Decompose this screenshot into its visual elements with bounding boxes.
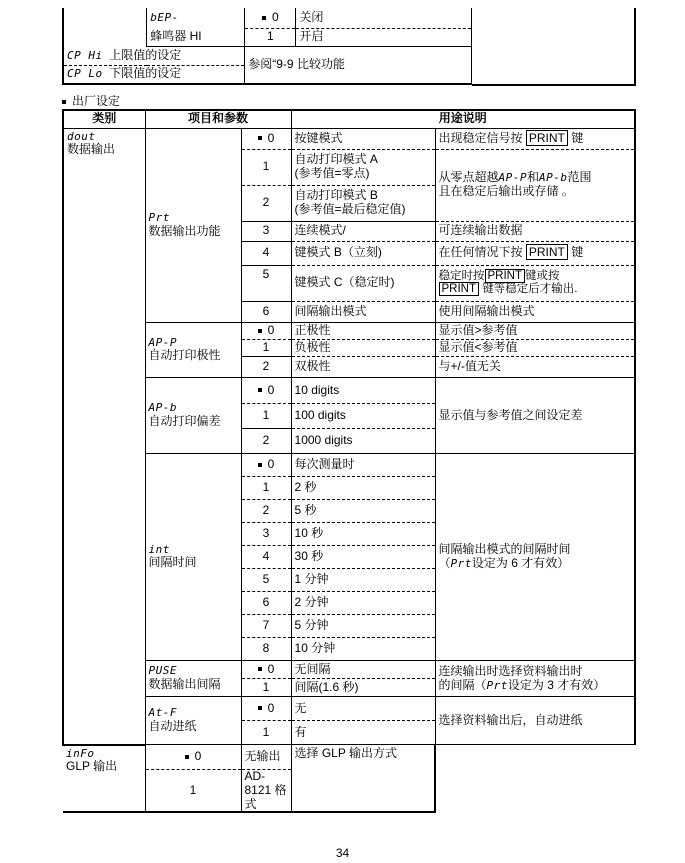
puse-opt-1: 1 bbox=[241, 679, 291, 697]
int-opt-5-desc: 1 分钟 bbox=[291, 569, 435, 592]
prt-code: Prt bbox=[148, 211, 170, 225]
blank-cell bbox=[63, 8, 147, 46]
prt-opt-6: 6 bbox=[241, 301, 291, 322]
info-label: GLP 输出 bbox=[66, 759, 118, 774]
header-usage: 用途说明 bbox=[291, 110, 635, 128]
top-settings-table bbox=[62, 8, 472, 85]
apb-usage: 显示值与参考值之间设定差 bbox=[435, 378, 635, 454]
puse-cell bbox=[145, 661, 241, 697]
bep-opt-0: 0 bbox=[245, 8, 296, 28]
apb-opt-2: 2 bbox=[241, 429, 291, 454]
int-opt-7-desc: 5 分钟 bbox=[291, 615, 435, 638]
page-number: 34 bbox=[335, 846, 350, 860]
prt-opt-0-usage: 出现稳定信号按 PRINT 键 bbox=[435, 128, 635, 149]
category-code: dout bbox=[67, 129, 96, 143]
prt-opt-4-desc: 键模式 B（立刻) bbox=[291, 241, 435, 265]
int-opt-8: 8 bbox=[241, 638, 291, 661]
prt-opt-4: 4 bbox=[241, 241, 291, 265]
prt-opt-4-usage: 在任何情况下按 PRINT 键 bbox=[435, 241, 635, 265]
app-code: AP-P bbox=[148, 335, 177, 349]
info-usage: 选择 GLP 输出方式 bbox=[291, 745, 435, 813]
prt-opt-3: 3 bbox=[241, 221, 291, 241]
app-opt-2-usage: 与+/-值无关 bbox=[435, 357, 635, 378]
info-opt-0-desc: 无输出 bbox=[241, 745, 291, 770]
prt-opt-1-desc: 自动打印模式 A (参考值=零点) bbox=[291, 149, 435, 185]
category-cell bbox=[63, 128, 145, 745]
puse-opt-0-desc: 无间隔 bbox=[291, 661, 435, 679]
int-opt-1-desc: 2 秒 bbox=[291, 477, 435, 500]
apb-cell bbox=[145, 378, 241, 454]
atf-opt-0: 0 bbox=[241, 697, 291, 721]
prt-auto-usage: 从零点超越AP-P和AP-b范围 且在稳定后输出或存储 。 bbox=[435, 149, 635, 221]
app-opt-0-desc: 正极性 bbox=[291, 323, 435, 340]
section-title: 出厂设定 bbox=[62, 92, 120, 109]
prt-opt-5-desc: 键模式 C（稳定时) bbox=[291, 265, 435, 301]
prt-cell bbox=[145, 128, 241, 323]
prt-opt-0: 0 bbox=[241, 128, 291, 149]
app-opt-0-usage: 显示值>参考值 bbox=[435, 323, 635, 340]
app-opt-2-desc: 双极性 bbox=[291, 357, 435, 378]
int-opt-7: 7 bbox=[241, 615, 291, 638]
bep-opt-1-desc: 开启 bbox=[296, 28, 472, 46]
puse-usage: 连续输出时选择资料输出时 的间隔（Prt设定为 3 才有效） bbox=[435, 661, 635, 697]
int-opt-6-desc: 2 分钟 bbox=[291, 592, 435, 615]
puse-code: PUSE bbox=[148, 664, 177, 678]
int-opt-2-desc: 5 秒 bbox=[291, 500, 435, 523]
prt-opt-6-usage: 使用间隔输出模式 bbox=[435, 301, 635, 322]
app-cell bbox=[145, 323, 241, 378]
factory-settings-table bbox=[62, 109, 636, 813]
prt-opt-5-usage: 稳定时按 PRINT 键或按 PRINT 键等稳定后才输出. bbox=[435, 265, 635, 301]
app-opt-1-usage: 显示值<参考值 bbox=[435, 340, 635, 357]
prt-opt-3-usage: 可连续输出数据 bbox=[435, 221, 635, 241]
atf-label: 自动进纸 bbox=[148, 718, 197, 733]
apb-opt-2-desc: 1000 digits bbox=[291, 429, 435, 454]
prt-opt-2: 2 bbox=[241, 185, 291, 221]
app-opt-1-desc: 负极性 bbox=[291, 340, 435, 357]
print-key-label: PRINT bbox=[526, 130, 568, 146]
app-opt-0: 0 bbox=[241, 323, 291, 340]
int-opt-3-desc: 10 秒 bbox=[291, 523, 435, 546]
int-label: 间隔时间 bbox=[148, 555, 197, 570]
puse-opt-0: 0 bbox=[241, 661, 291, 679]
atf-cell bbox=[145, 697, 241, 745]
bep-label: 蜂鸣器 HI bbox=[147, 28, 245, 46]
prt-opt-1: 1 bbox=[241, 149, 291, 185]
atf-opt-0-desc: 无 bbox=[291, 697, 435, 721]
prt-opt-0-desc: 按键模式 bbox=[291, 128, 435, 149]
int-opt-3: 3 bbox=[241, 523, 291, 546]
atf-code: At-F bbox=[148, 706, 177, 720]
int-opt-0-desc: 每次测量时 bbox=[291, 454, 435, 477]
top-right-blank bbox=[472, 8, 636, 86]
prt-opt-6-desc: 间隔输出模式 bbox=[291, 301, 435, 322]
int-opt-4-desc: 30 秒 bbox=[291, 546, 435, 569]
int-opt-4: 4 bbox=[241, 546, 291, 569]
info-opt-1: 1 bbox=[145, 770, 241, 813]
puse-opt-1-desc: 间隔(1.6 秒) bbox=[291, 679, 435, 697]
info-opt-1-desc: AD-8121 格式 bbox=[241, 770, 291, 813]
app-opt-2: 2 bbox=[241, 357, 291, 378]
int-opt-5: 5 bbox=[241, 569, 291, 592]
apb-opt-1-desc: 100 digits bbox=[291, 404, 435, 429]
app-opt-1: 1 bbox=[241, 340, 291, 357]
int-opt-2: 2 bbox=[241, 500, 291, 523]
int-opt-0: 0 bbox=[241, 454, 291, 477]
app-label: 自动打印极性 bbox=[148, 348, 221, 363]
info-cell bbox=[63, 745, 145, 813]
atf-opt-1-desc: 有 bbox=[291, 721, 435, 745]
bep-opt-1: 1 bbox=[245, 28, 296, 46]
int-opt-1: 1 bbox=[241, 477, 291, 500]
bep-code: bEP- bbox=[147, 8, 245, 28]
prt-opt-5: 5 bbox=[241, 265, 291, 301]
puse-label: 数据输出间隔 bbox=[148, 676, 221, 691]
atf-usage: 选择资料输出后，自动进纸 bbox=[435, 697, 635, 745]
header-item: 项目和参数 bbox=[145, 110, 291, 128]
apb-opt-0-desc: 10 digits bbox=[291, 378, 435, 404]
apb-opt-0: 0 bbox=[241, 378, 291, 404]
cp-hi-row: CP Hi 上限值的设定 bbox=[63, 46, 245, 65]
prt-opt-3-desc: 连续模式/ bbox=[291, 221, 435, 241]
prt-label: 数据输出功能 bbox=[148, 223, 221, 238]
int-cell bbox=[145, 454, 241, 661]
atf-opt-1: 1 bbox=[241, 721, 291, 745]
cp-ref: 参阅“9-9 比较功能 bbox=[245, 46, 472, 84]
bep-opt-0-desc: 关闭 bbox=[296, 8, 472, 28]
category-label: 数据输出 bbox=[67, 142, 116, 157]
apb-opt-1: 1 bbox=[241, 404, 291, 429]
int-usage: 间隔输出模式的间隔时间 （Prt设定为 6 才有效） bbox=[435, 454, 635, 661]
int-opt-8-desc: 10 分钟 bbox=[291, 638, 435, 661]
apb-code: AP-b bbox=[148, 401, 177, 415]
info-opt-0: 0 bbox=[145, 745, 241, 770]
int-opt-6: 6 bbox=[241, 592, 291, 615]
prt-opt-2-desc: 自动打印模式 B (参考值=最后稳定值) bbox=[291, 185, 435, 221]
apb-label: 自动打印偏差 bbox=[148, 413, 221, 428]
int-code: int bbox=[148, 542, 170, 556]
cp-lo-row: CP Lo 下限值的设定 bbox=[63, 65, 245, 84]
info-code: inFo bbox=[66, 746, 95, 760]
header-category: 类别 bbox=[63, 110, 145, 128]
